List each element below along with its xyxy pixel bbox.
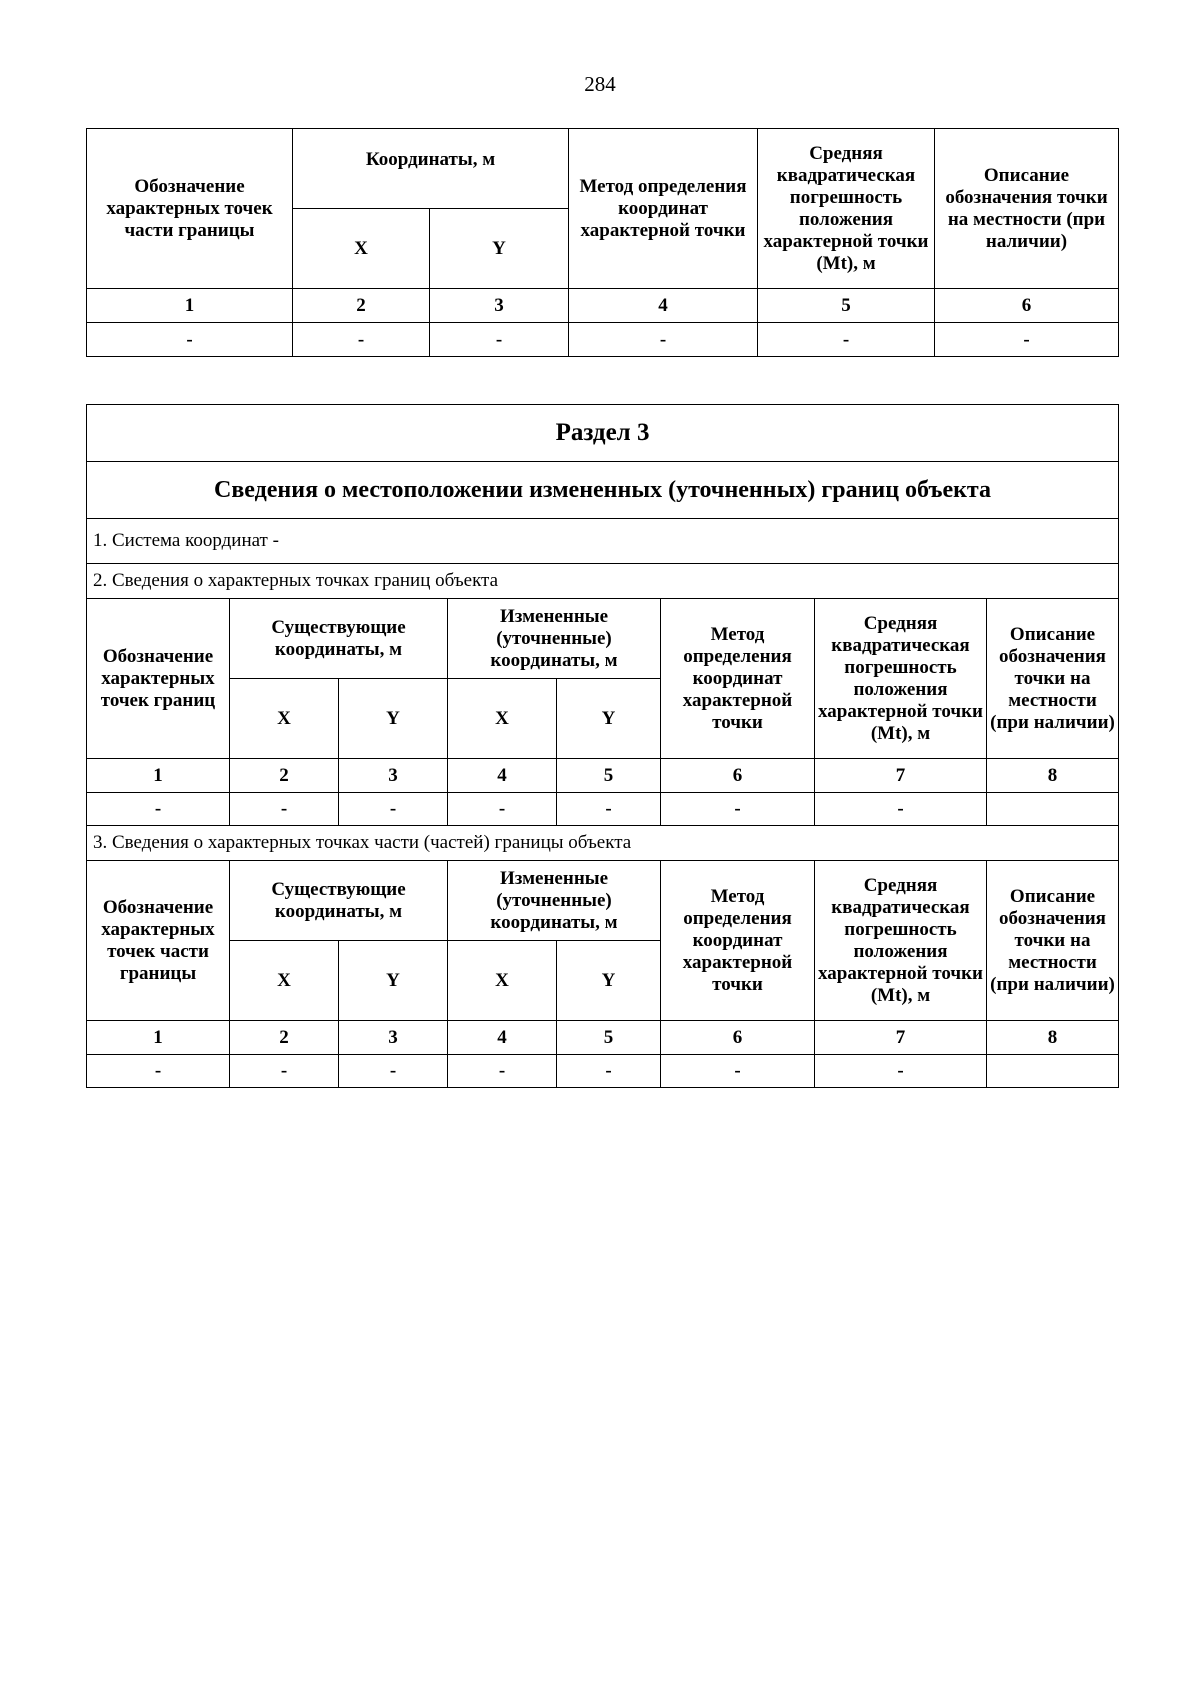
table-cell: - <box>87 1055 230 1088</box>
column-number: 3 <box>430 289 569 323</box>
header-x: X <box>230 679 339 759</box>
header-mean-error: Средняя квадратическая погрешность положения характерной точки (Mt), м <box>815 599 987 759</box>
header-y: Y <box>430 209 569 289</box>
header-x: X <box>230 941 339 1021</box>
header-mean-error: Средняя квадратическая погрешность положения характерной точки (Mt), м <box>758 129 935 289</box>
column-number: 8 <box>987 1021 1119 1055</box>
table-cell: - <box>448 1055 557 1088</box>
table-cell: - <box>661 1055 815 1088</box>
table-cell <box>987 1055 1119 1088</box>
header-y: Y <box>339 941 448 1021</box>
column-number: 1 <box>87 759 230 793</box>
column-number: 1 <box>87 1021 230 1055</box>
header-x: X <box>448 941 557 1021</box>
column-number: 7 <box>815 759 987 793</box>
header-changed-coordinates: Измененные (уточненные) координаты, м <box>448 861 661 941</box>
column-number: 4 <box>448 759 557 793</box>
column-number: 6 <box>661 1021 815 1055</box>
table-cell: - <box>557 1055 661 1088</box>
table-cell: - <box>758 323 935 357</box>
column-number: 5 <box>758 289 935 323</box>
table-cell: - <box>815 793 987 826</box>
header-method: Метод определения координат характерной точки <box>661 861 815 1021</box>
column-number: 3 <box>339 759 448 793</box>
column-number: 4 <box>448 1021 557 1055</box>
column-number: 2 <box>230 1021 339 1055</box>
header-description: Описание обозначения точки на местности (при наличии) <box>935 129 1119 289</box>
column-number: 5 <box>557 1021 661 1055</box>
page-number: 284 <box>584 72 616 96</box>
header-y: Y <box>557 941 661 1021</box>
header-point-designation: Обозначение характерных точек части границы <box>87 861 230 1021</box>
column-number: 5 <box>557 759 661 793</box>
header-method: Метод определения координат характерной точки <box>661 599 815 759</box>
header-existing-coordinates: Существующие координаты, м <box>230 599 448 679</box>
column-number: 6 <box>935 289 1119 323</box>
table-cell: - <box>339 793 448 826</box>
header-y: Y <box>339 679 448 759</box>
section-title: Раздел 3 <box>87 405 1119 462</box>
coordinate-system-item: 1. Система координат - <box>87 519 1119 564</box>
header-point-designation: Обозначение характерных точек границ <box>87 599 230 759</box>
table-cell: - <box>230 793 339 826</box>
table-cell: - <box>230 1055 339 1088</box>
column-number: 6 <box>661 759 815 793</box>
table-cell: - <box>293 323 430 357</box>
table-cell <box>987 793 1119 826</box>
header-x: X <box>293 209 430 289</box>
table-cell: - <box>569 323 758 357</box>
table-cell: - <box>87 793 230 826</box>
column-number: 4 <box>569 289 758 323</box>
column-number: 2 <box>293 289 430 323</box>
header-x: X <box>448 679 557 759</box>
boundary-part-points-item: 3. Сведения о характерных точках части (частей) границы объекта <box>87 826 1119 861</box>
header-mean-error: Средняя квадратическая погрешность положения характерной точки (Mt), м <box>815 861 987 1021</box>
table-cell: - <box>815 1055 987 1088</box>
header-coordinates: Координаты, м <box>293 129 569 209</box>
section-subtitle: Сведения о местоположении измененных (уточненных) границ объекта <box>87 462 1119 519</box>
column-number: 2 <box>230 759 339 793</box>
header-y: Y <box>557 679 661 759</box>
table-cell: - <box>557 793 661 826</box>
column-number: 7 <box>815 1021 987 1055</box>
table-cell: - <box>339 1055 448 1088</box>
header-changed-coordinates: Измененные (уточненные) координаты, м <box>448 599 661 679</box>
header-point-designation: Обозначение характерных точек части границы <box>87 129 293 289</box>
table-cell: - <box>448 793 557 826</box>
header-existing-coordinates: Существующие координаты, м <box>230 861 448 941</box>
column-number: 1 <box>87 289 293 323</box>
column-number: 3 <box>339 1021 448 1055</box>
header-description: Описание обозначения точки на местности (при наличии) <box>987 599 1119 759</box>
table-cell: - <box>87 323 293 357</box>
table-cell: - <box>661 793 815 826</box>
section-3-table <box>86 404 1119 1088</box>
column-number: 8 <box>987 759 1119 793</box>
table-cell: - <box>430 323 569 357</box>
boundary-part-points-table <box>86 128 1119 357</box>
table-cell: - <box>935 323 1119 357</box>
boundary-points-item: 2. Сведения о характерных точках границ объекта <box>87 564 1119 599</box>
header-description: Описание обозначения точки на местности (при наличии) <box>987 861 1119 1021</box>
header-method: Метод определения координат характерной точки <box>569 129 758 289</box>
